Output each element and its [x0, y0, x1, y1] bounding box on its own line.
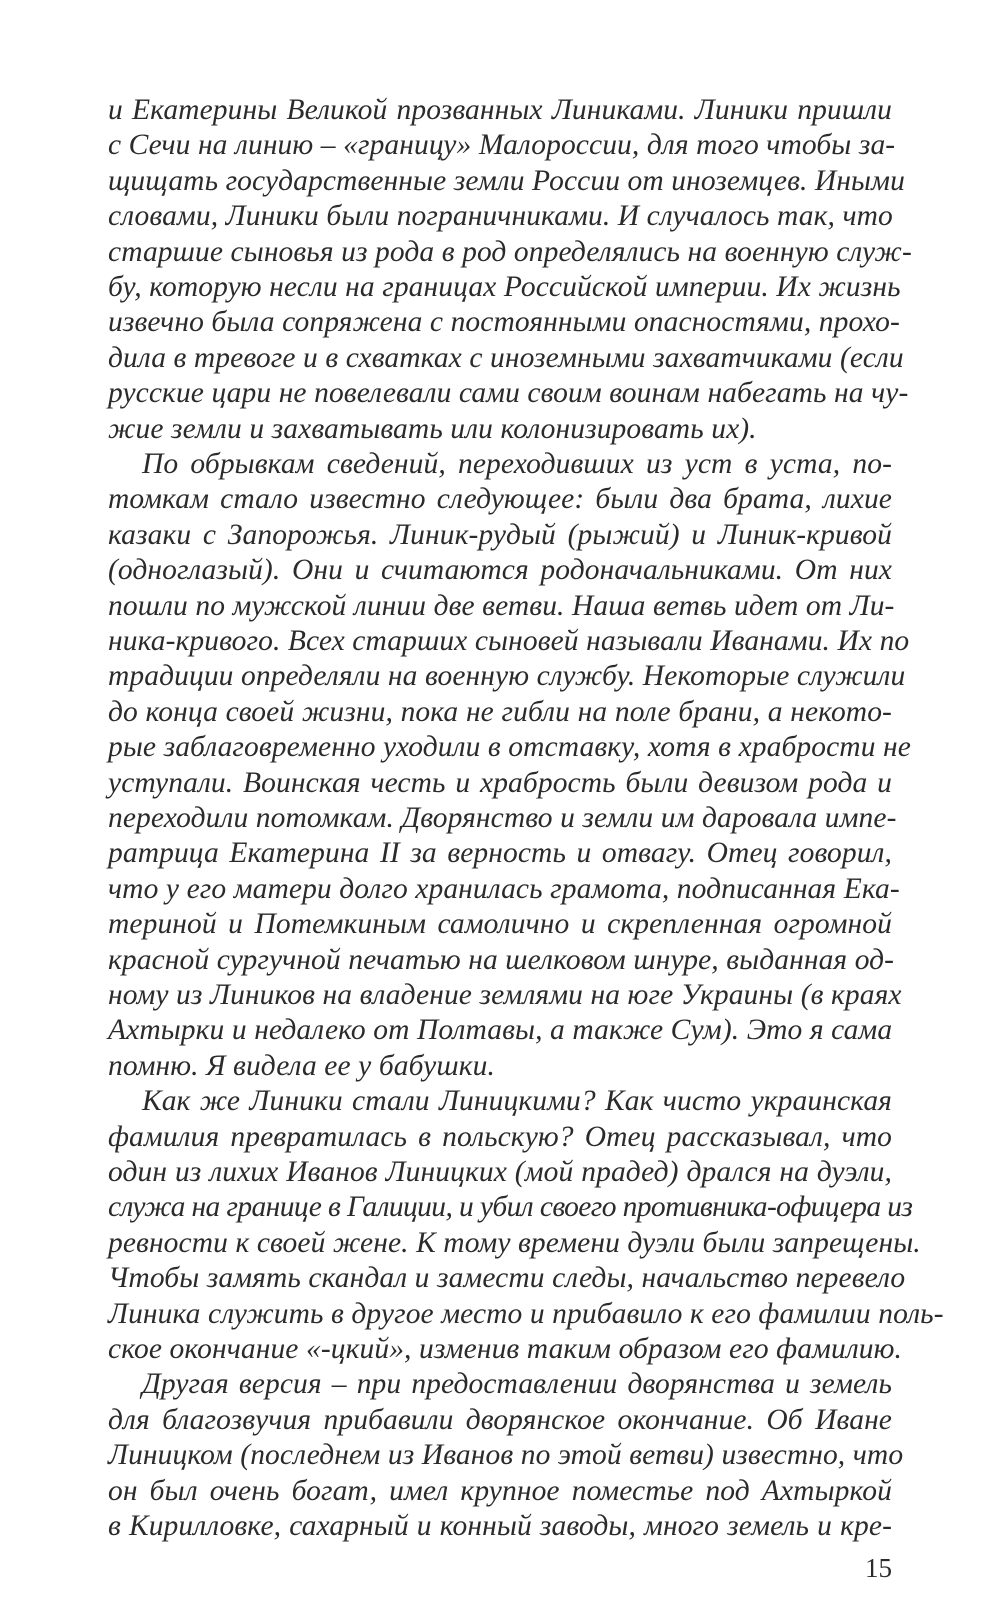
paragraph-first-line: По обрывкам сведений, переходивших из уст в уста, по- [142, 448, 892, 480]
text-line: красной сургучной печатью на шелковом шнуре, выданная од- [108, 943, 895, 976]
text-line: старшие сыновья из рода в род определялись на военную служ- [108, 235, 912, 268]
text-line: что у его матери долго хранилась грамота, подписанная Ека- [108, 872, 900, 905]
text-line: словами, Линики были пограничниками. И случалось так, что [108, 200, 893, 233]
text-line: томкам стало известно следующее: были два брата, лихие [108, 483, 892, 516]
text-line: ратрица Екатерина II за верность и отвагу. Отец говорил, [108, 837, 892, 870]
text-line: помню. Я видела ее у бабушки. [108, 1049, 495, 1082]
text-line: (одноглазый). Они и считаются родоначальниками. От них [108, 554, 892, 587]
text-line: традиции определяли на военную службу. Некоторые служили [108, 660, 906, 693]
text-line: ревности к своей жене. К тому времени дуэли были запрещены. [108, 1226, 921, 1259]
text-line: для благозвучия прибавили дворянское окончание. Об Иване [108, 1403, 892, 1436]
text-line: русские цари не повелевали сами своим воинам набегать на чу- [108, 377, 909, 410]
text-line: жие земли и захватывать или колонизировать их). [108, 412, 757, 445]
text-line: Чтобы замять скандал и замести следы, начальство перевело [108, 1262, 906, 1295]
text-line: и Екатерины Великой прозванных Линиками. Линики пришли [108, 94, 892, 126]
text-line: дила в тревоге и в схватках с иноземными захватчиками (если [108, 341, 904, 374]
text-line: до конца своей жизни, пока не гибли на поле брани, а некото- [108, 695, 892, 728]
text-line: ника-кривого. Всех старших сыновей называли Иванами. Их по [108, 625, 910, 657]
page-number: 15 [865, 1553, 892, 1583]
text-line: служа на границе в Галиции, и убил своего противника-офицера из [108, 1191, 913, 1224]
text-line: рые заблаговременно уходили в отставку, хотя в храбрости не [108, 731, 911, 764]
text-line: один из лихих Иванов Линицких (мой прадед) дрался на дуэли, [108, 1156, 892, 1188]
text-line: Ахтырки и недалеко от Полтавы, а также Сум). Это я сама [108, 1014, 893, 1047]
text-line: Линика служить в другое место и прибавило к его фамилии поль- [108, 1297, 944, 1330]
text-line: уступали. Воинская честь и храбрость были девизом рода и [108, 766, 892, 799]
text-line: ское окончание «-цкий», изменив таким образом его фамилию. [108, 1333, 903, 1365]
text-line: ному из Лиников на владение землями на юге Украины (в краях [108, 979, 902, 1011]
text-line: териной и Потемкиным самолично и скрепленная огромной [108, 908, 892, 941]
text-line: пошли по мужской линии две ветви. Наша ветвь идет от Ли- [108, 589, 895, 622]
text-line: Линицком (последнем из Иванов по этой ветви) известно, что [108, 1439, 904, 1472]
paragraph-first-line: Как же Линики стали Линицкими? Как чисто украинская [142, 1085, 892, 1118]
text-line: извечно была сопряжена с постоянными опасностями, прохо- [108, 306, 900, 339]
text-line: фамилия превратилась в польскую? Отец рассказывал, что [108, 1120, 892, 1153]
text-line: бу, которую несли на границах Российской империи. Их жизнь [108, 271, 901, 303]
text-line: в Кирилловке, сахарный и конный заводы, много земель и кре- [108, 1510, 892, 1542]
text-line: с Сечи на линию – «границу» Малороссии, для того чтобы за- [108, 129, 896, 162]
text-line: казаки с Запорожья. Линик-рудый (рыжий) и Линик-кривой [108, 518, 892, 551]
paragraph-first-line: Другая версия – при предоставлении дворянства и земель [142, 1368, 892, 1401]
text-line: он был очень богат, имел крупное поместье под Ахтыркой [108, 1474, 892, 1507]
text-line: переходили потомкам. Дворянство и земли им даровала импе- [108, 802, 897, 834]
text-line: щищать государственные земли России от иноземцев. Иными [108, 164, 905, 197]
